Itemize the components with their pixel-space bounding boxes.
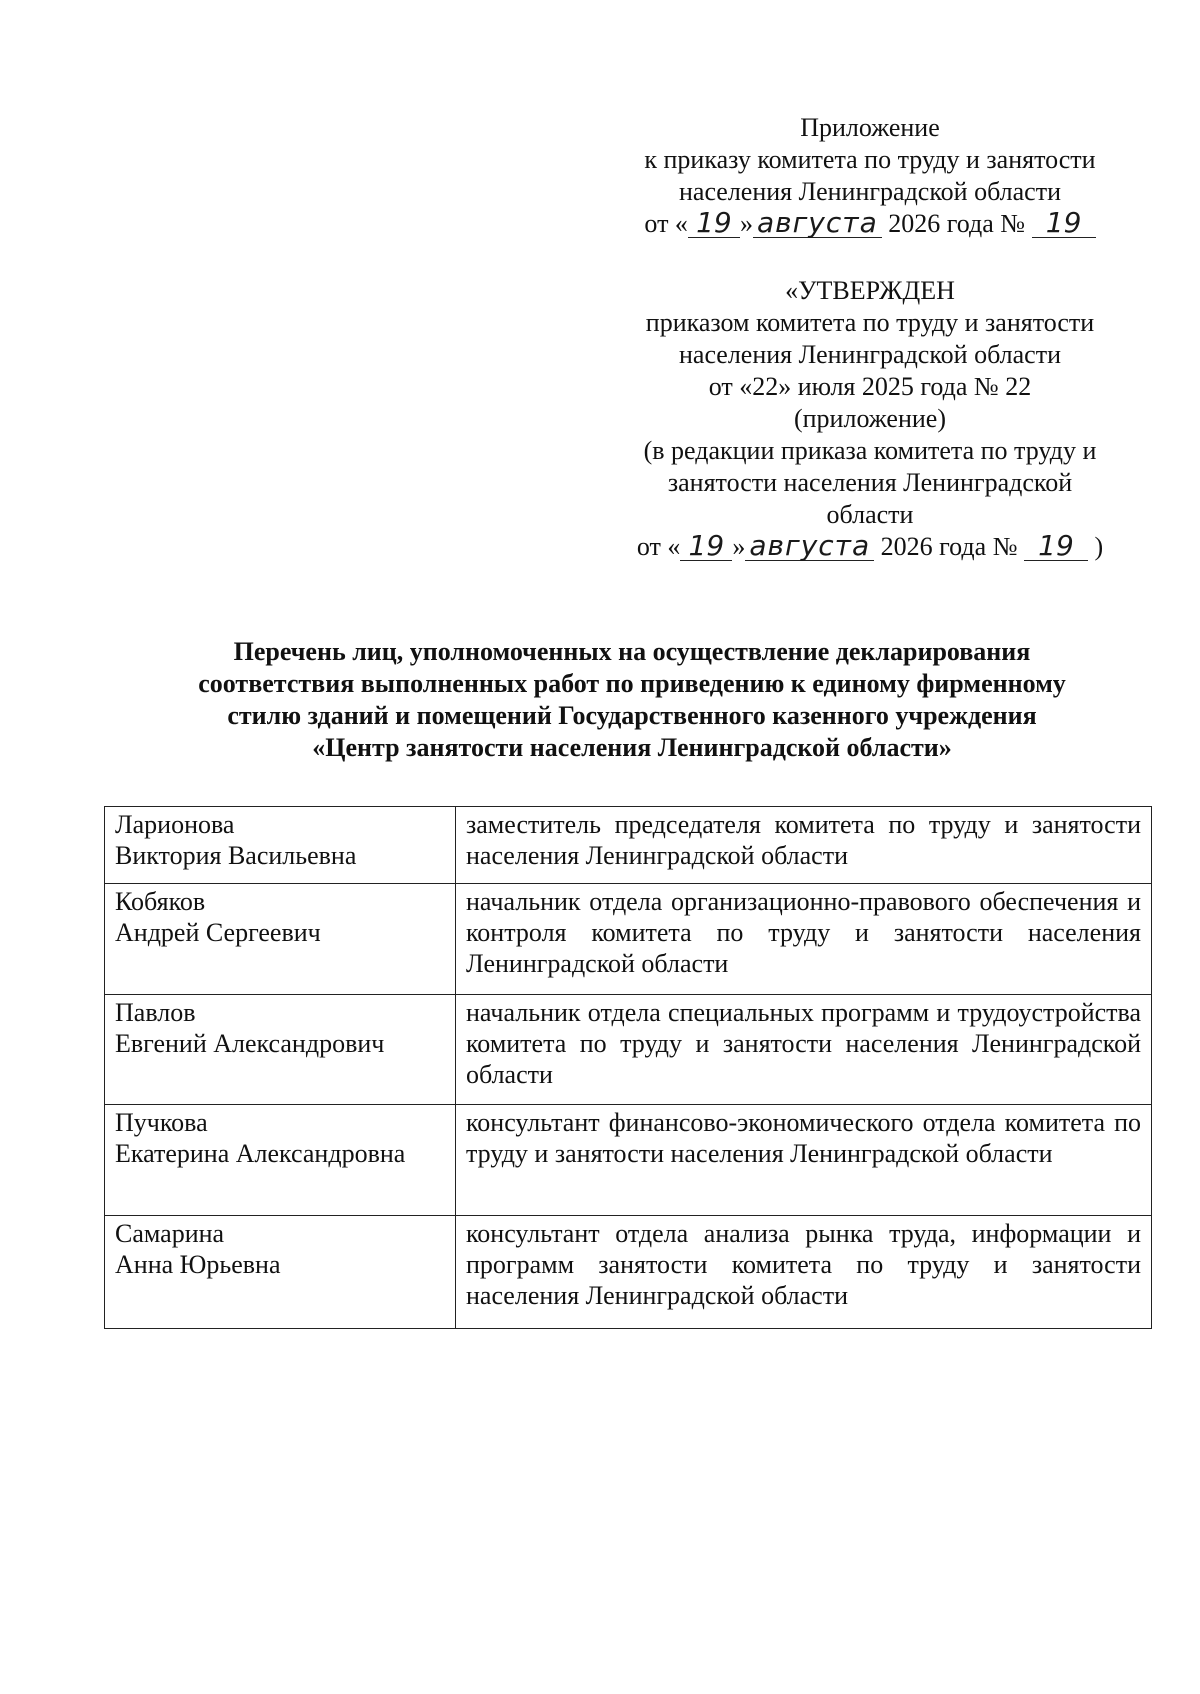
- appendix-header: [620, 112, 1120, 240]
- approved-header: [620, 275, 1120, 563]
- table-row: [105, 1216, 1152, 1329]
- approved-date-prefix: от «: [636, 532, 681, 561]
- person-position-cell: консультант отдела анализа рынка труда, информации и программ занятости комитета по труду и занятости населения Ленинградской области: [456, 1216, 1152, 1329]
- person-given-name: Анна Юрьевна: [115, 1250, 281, 1279]
- approved-region: населения Ленинградской области: [678, 340, 1061, 369]
- title-line: соответствия выполненных работ по приведению к единому фирменному: [198, 669, 1066, 698]
- approved-date-suffix: ): [1088, 532, 1104, 561]
- approved-date-mid: »: [732, 532, 746, 561]
- person-given-name: Евгений Александрович: [115, 1029, 385, 1058]
- table-row: [105, 995, 1152, 1105]
- appendix-order-ref: к приказу комитета по труду и занятости: [644, 145, 1096, 174]
- person-surname: Самарина: [115, 1219, 225, 1248]
- person-given-name: Виктория Васильевна: [115, 841, 357, 870]
- appendix-date-year: 2026 года №: [881, 209, 1032, 238]
- approved-edition-line2: занятости населения Ленинградской: [667, 468, 1073, 497]
- person-surname: Ларионова: [115, 810, 235, 839]
- person-name-cell: [105, 1105, 456, 1216]
- approved-handwritten-month: августа: [745, 532, 874, 561]
- person-given-name: Андрей Сергеевич: [115, 918, 321, 947]
- person-position-cell: начальник отдела специальных программ и трудоустройства комитета по труду и занятости населения Ленинградской области: [456, 995, 1152, 1105]
- person-surname: Кобяков: [115, 887, 206, 916]
- appendix-date-line: [620, 208, 1120, 240]
- title-line: Перечень лиц, уполномоченных на осуществление декларирования: [233, 637, 1031, 666]
- approved-edition-line3: области: [826, 500, 914, 529]
- appendix-handwritten-day: 19: [688, 209, 740, 238]
- person-name-cell: [105, 884, 456, 995]
- title-line: стилю зданий и помещений Государственного казенного учреждения: [227, 701, 1037, 730]
- table-row: [105, 884, 1152, 995]
- table-row: [105, 807, 1152, 884]
- approved-edition-line1: (в редакции приказа комитета по труду и: [643, 436, 1097, 465]
- person-given-name: Екатерина Александровна: [115, 1139, 406, 1168]
- person-name-cell: [105, 995, 456, 1105]
- appendix-title: Приложение: [800, 113, 940, 142]
- appendix-date-mid: »: [739, 209, 753, 238]
- appendix-handwritten-number: 19: [1032, 209, 1096, 238]
- person-position-cell: начальник отдела организационно-правового обеспечения и контроля комитета по труду и занятости населения Ленинградской области: [456, 884, 1152, 995]
- approved-handwritten-day: 19: [680, 532, 732, 561]
- appendix-date-prefix: от «: [644, 209, 688, 238]
- approved-title: «УТВЕРЖДЕН: [785, 276, 955, 305]
- document-title: [104, 636, 1160, 764]
- approved-original-date: от «22» июля 2025 года № 22: [708, 372, 1032, 401]
- authorized-persons-table: [104, 806, 1152, 1329]
- appendix-handwritten-month: августа: [753, 209, 882, 238]
- person-name-cell: [105, 807, 456, 884]
- approved-date-year: 2026 года №: [874, 532, 1024, 561]
- person-position-cell: консультант финансово-экономического отдела комитета по труду и занятости населения Ленинградской области: [456, 1105, 1152, 1216]
- approved-appendix-note: (приложение): [793, 404, 946, 433]
- person-surname: Павлов: [115, 998, 196, 1027]
- appendix-region: населения Ленинградской области: [678, 177, 1061, 206]
- person-name-cell: [105, 1216, 456, 1329]
- person-position-cell: заместитель председателя комитета по труду и занятости населения Ленинградской области: [456, 807, 1152, 884]
- person-surname: Пучкова: [115, 1108, 208, 1137]
- table-row: [105, 1105, 1152, 1216]
- approved-handwritten-number: 19: [1024, 532, 1088, 561]
- approved-order-ref: приказом комитета по труду и занятости: [645, 308, 1095, 337]
- approved-date-line: [620, 531, 1120, 563]
- title-line: «Центр занятости населения Ленинградской области»: [312, 733, 952, 762]
